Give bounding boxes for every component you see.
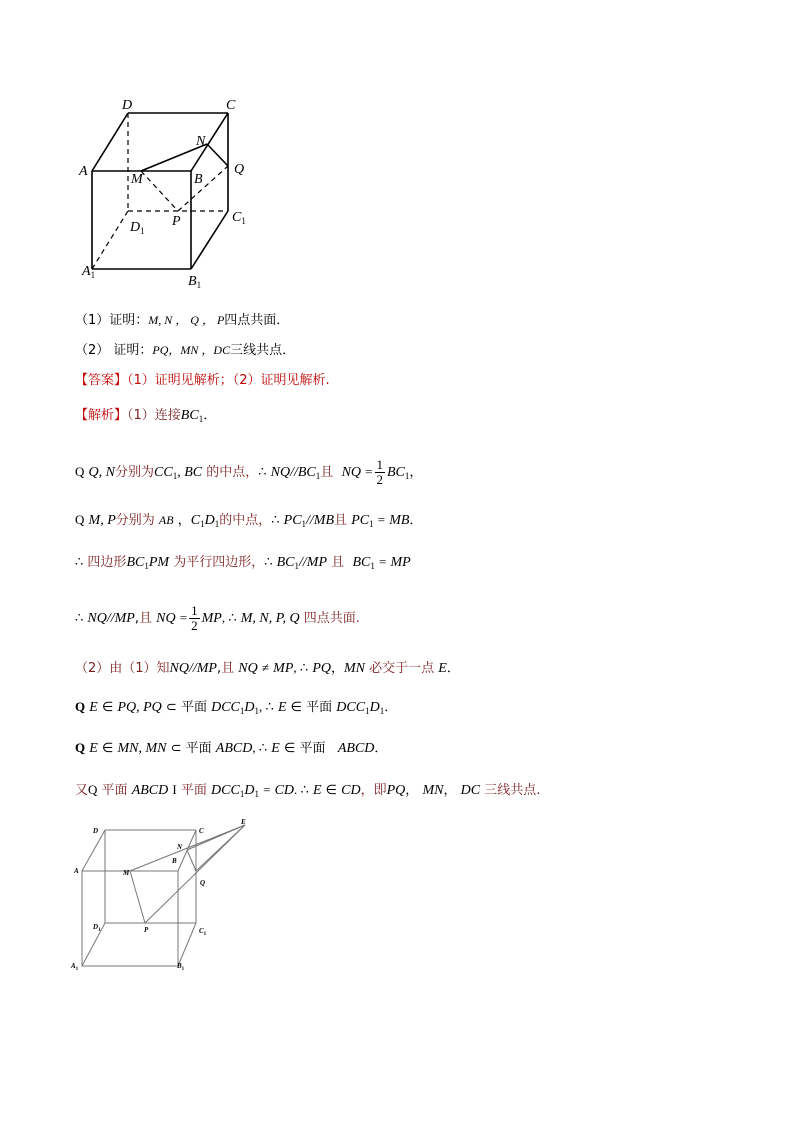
cube-figure-1 xyxy=(70,95,260,295)
fig2-label-Q: Q xyxy=(200,879,206,887)
label-P: P xyxy=(172,214,181,229)
fig2-label-C: C xyxy=(199,827,204,835)
cube-figure-2 xyxy=(65,815,255,975)
fig2-label-A: A xyxy=(74,867,79,875)
step-5: （2）由（1）知NQ//MP,且 NQ ≠ MP, ∴ PQ，MN 必交于一点 E． xyxy=(75,660,460,676)
step-8: 又Q 平面 ABCD I 平面 $DCC_1D_1$ = CD. ∴ E ∈ CD，即PQ， MN， DC 三线共点. xyxy=(75,782,541,799)
label-C1: $C_1$ xyxy=(232,210,246,226)
step-4: ∴ NQ//MP,且 NQ = $\frac{1}{2}$ MP, ∴ M, N, P, Q 四点共面. xyxy=(75,603,360,633)
label-A1: $A_1$ xyxy=(82,264,96,280)
fig2-label-B1: $B_1$ xyxy=(177,962,185,972)
step-3: ∴ 四边形$BC_1PM$ 为平行四边形，∴ $BC_1//MP$ 且 $BC_1$ = MP xyxy=(75,554,411,571)
analysis-line: 【解析】（1）连接$BC_1$． xyxy=(75,408,217,424)
fig2-label-D: D xyxy=(93,827,99,835)
label-Q: Q xyxy=(234,162,245,177)
answer-tag: 【答案】 xyxy=(75,373,128,388)
fig2-label-B: B xyxy=(172,857,177,865)
fig2-label-E: E xyxy=(241,818,246,826)
step-2: Q M, P分别为 AB ，$C_1D_1$的中点，∴ $PC_1//MB$且 $PC_1$ = MB． xyxy=(75,512,423,529)
question-2: （2） 证明：PQ，MN ，DC三线共点． xyxy=(75,343,296,358)
label-D: D xyxy=(122,98,133,113)
analysis-tag: 【解析】 xyxy=(75,408,128,423)
fig2-label-P: P xyxy=(144,926,149,934)
step-1: Q Q, N分别为$CC_1$, BC 的中点，∴ $NQ//BC_1$且 NQ = $\frac{1}{2}$ $BC_1$， xyxy=(75,457,423,487)
fig2-label-D1: $D_1$ xyxy=(93,923,101,933)
fig2-label-A1: $A_1$ xyxy=(71,962,79,972)
label-D1: $D_1$ xyxy=(130,220,145,236)
label-N: N xyxy=(196,134,206,149)
answer-line: 【答案】（1）证明见解析；（2）证明见解析. xyxy=(75,373,330,388)
fig2-label-N: N xyxy=(177,843,183,851)
fig2-label-M: M xyxy=(123,869,130,877)
label-B: B xyxy=(194,172,203,187)
question-1: （1）证明：M, N ， Q ， P四点共面． xyxy=(75,313,290,328)
label-C: C xyxy=(226,98,236,113)
fig2-label-C1: $C_1$ xyxy=(199,927,207,937)
label-B1: $B_1$ xyxy=(188,274,202,290)
label-M: M xyxy=(131,172,143,187)
label-A: A xyxy=(79,164,88,179)
step-6: Q E ∈ PQ, PQ ⊂ 平面 $DCC_1D_1$, ∴ E ∈ 平面 $DCC_1D_1$． xyxy=(75,699,398,716)
step-7: Q E ∈ MN, MN ⊂ 平面 ABCD, ∴ E ∈ 平面 ABCD． xyxy=(75,740,388,756)
